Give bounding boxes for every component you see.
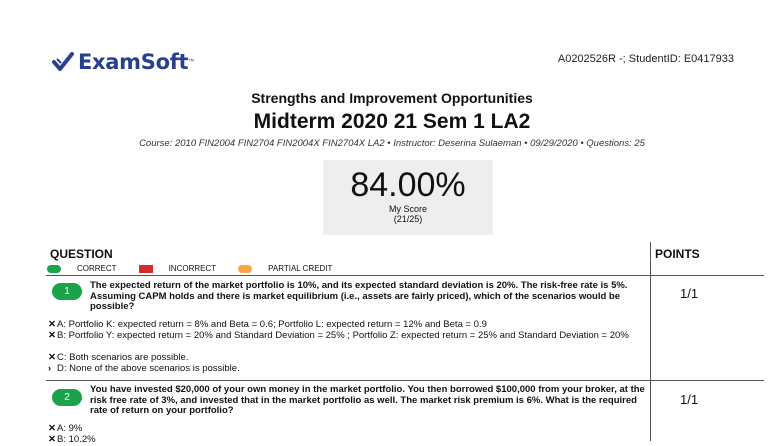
question-text: You have invested $20,000 of your own money in the market portfolio. You then borrowed $100,000 from your broker, at the risk free rate of 3%, and invested that in the market portfolio as well. The market risk premium is 6%. What is the required rate of return on your portfolio? [90, 384, 645, 416]
selected-answer-icon: › [48, 363, 52, 374]
answer-text: B: Portfolio Y: expected return = 20% and Standard Deviation = 25% ; Portfolio Z: expected return = 25% and Standard Deviation = 20% [57, 330, 629, 341]
incorrect-mark-icon: ✕ [48, 330, 56, 341]
score-fraction: (21/25) [393, 214, 423, 224]
question-number-badge: 2 [52, 389, 82, 406]
legend-label: CORRECT [77, 264, 117, 273]
legend [47, 264, 354, 273]
answer-option [48, 320, 648, 331]
question-points: 1/1 [680, 392, 699, 407]
row-divider [46, 275, 764, 276]
question-number-badge: 1 [52, 283, 82, 300]
legend-label: PARTIAL CREDIT [268, 264, 333, 273]
examsoft-check-icon [52, 51, 74, 73]
legend-partial-credit [238, 264, 332, 273]
logo-trademark: ™ [188, 59, 195, 65]
score-value: 84.00% [350, 166, 466, 204]
legend-correct [47, 264, 117, 273]
answer-text: A: Portfolio K: expected return = 8% and Beta = 0.6; Portfolio L: expected return = 12% and Beta = 0.9 [57, 319, 487, 330]
partial-credit-swatch [238, 265, 252, 273]
student-id: A0202526R -; StudentID: E0417933 [557, 53, 734, 65]
question-column-header: QUESTION [50, 247, 113, 261]
answer-text: B: 10.2% [57, 434, 96, 445]
correct-swatch [47, 265, 61, 273]
answer-text: A: 9% [57, 423, 83, 434]
row-divider [46, 380, 764, 381]
question-text: The expected return of the market portfolio is 10%, and its expected standard deviation is 20%. The risk-free rate is 5%. Assuming CAPM holds and there is market equilibrium (i.e., assets are fairly priced), which of the scenarios would be possible? [90, 280, 628, 312]
exam-meta: Course: 2010 FIN2004 FIN2704 FIN2004X FIN2704X LA2 • Instructor: Deserina Sulaeman • 09/29/2020 • Questions: 25 [139, 138, 645, 149]
answer-text: D: None of the above scenarios is possible. [57, 363, 240, 374]
incorrect-mark-icon: ✕ [48, 352, 56, 363]
answer-option [48, 364, 648, 375]
answer-option [48, 353, 648, 364]
incorrect-mark-icon: ✕ [48, 434, 56, 445]
logo-text: ExamSoft [78, 50, 189, 74]
legend-incorrect [139, 264, 217, 273]
answer-text: C: Both scenarios are possible. [57, 352, 189, 363]
score-box [323, 160, 493, 235]
answer-option [48, 424, 648, 435]
report-subtitle: Strengths and Improvement Opportunities [251, 90, 533, 106]
incorrect-mark-icon: ✕ [48, 319, 56, 330]
incorrect-swatch [139, 265, 153, 273]
legend-label: INCORRECT [168, 264, 217, 273]
score-label: My Score [388, 204, 427, 214]
points-column-header: POINTS [655, 247, 700, 261]
answer-option [48, 331, 648, 342]
question-points: 1/1 [680, 286, 699, 301]
answer-option [48, 435, 648, 446]
column-divider [650, 242, 651, 441]
examsoft-logo [52, 50, 194, 74]
incorrect-mark-icon: ✕ [48, 423, 56, 434]
exam-title: Midterm 2020 21 Sem 1 LA2 [253, 110, 531, 133]
